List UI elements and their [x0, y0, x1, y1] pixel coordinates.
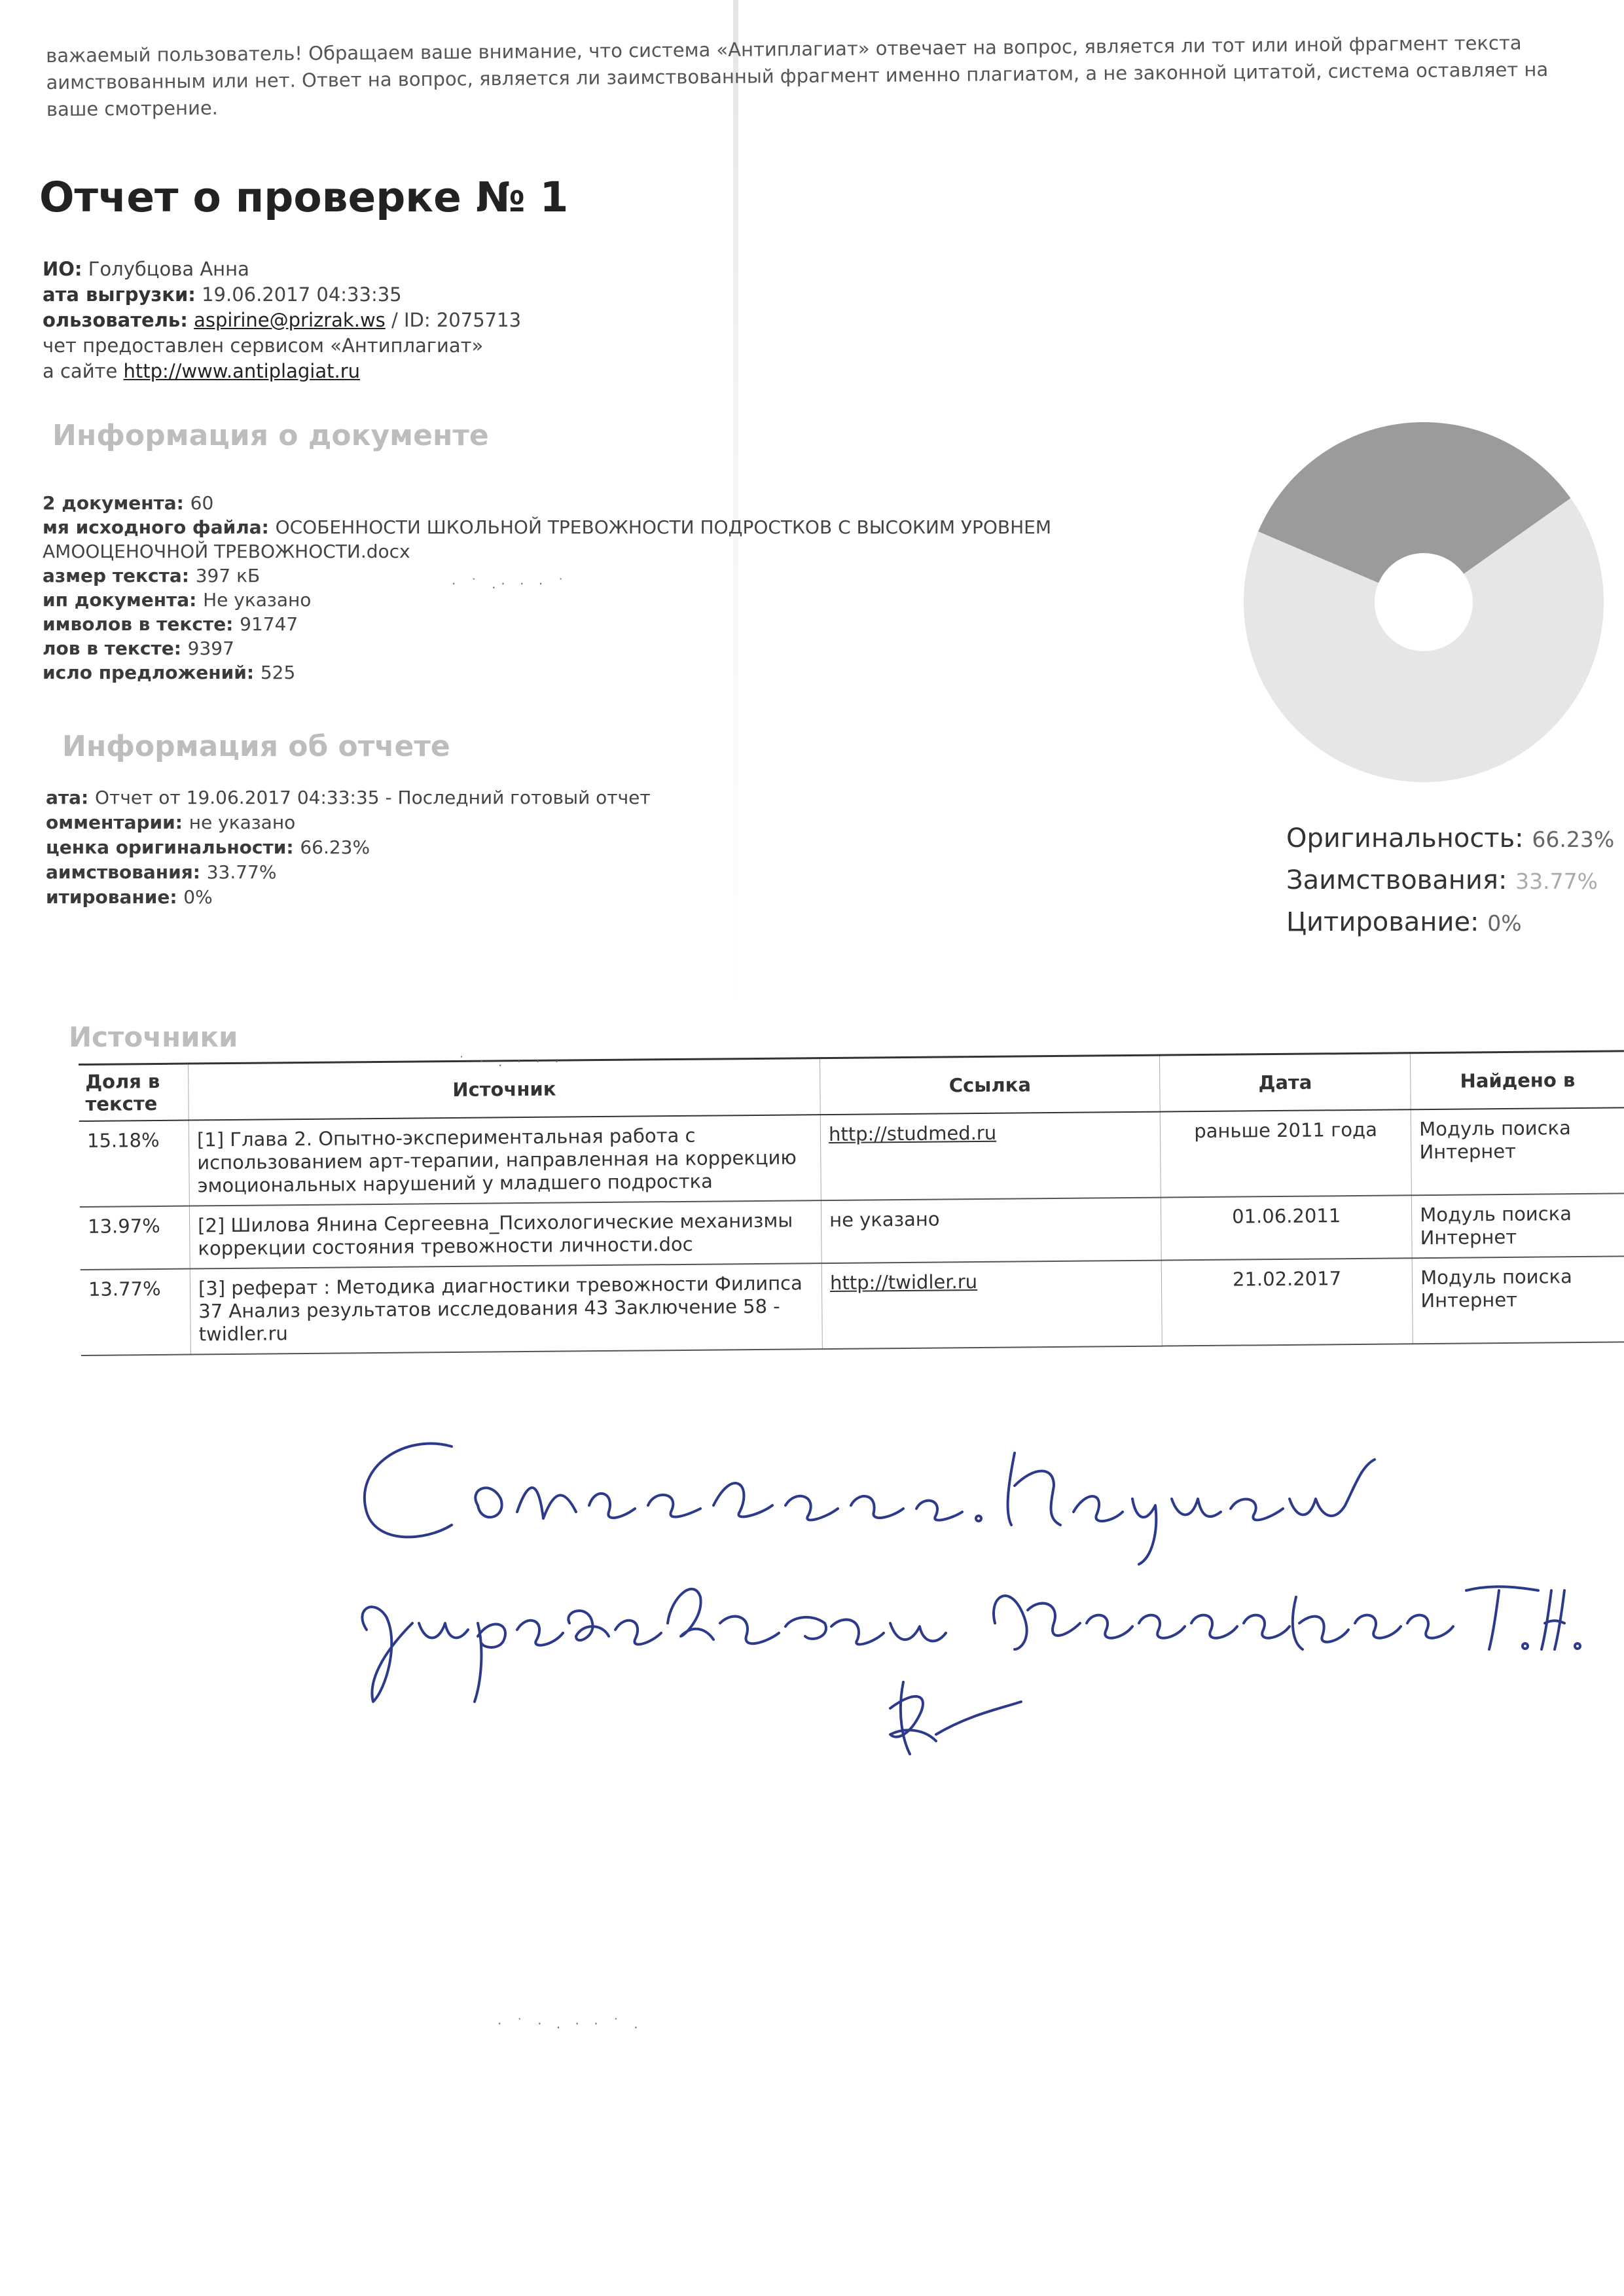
scan-specks: ˙ · . · · · [458, 1054, 564, 1069]
doc-info-row [43, 660, 1123, 685]
table-row [81, 1256, 1624, 1355]
doc-info-row [43, 515, 1123, 539]
cell-found: Модуль поиска Интернет [1411, 1107, 1624, 1195]
doc-info-row [43, 588, 1123, 612]
report-info-heading: Информация об отчете [62, 730, 450, 763]
sources-table [79, 1050, 1624, 1356]
report-info-value: 33.77% [206, 861, 277, 883]
notice-text: важаемый пользователь! Обращаем ваше внимание, что система «Антиплагиат» отвечает на вопрос, является ли тот или иной фрагмент текста аимствованным или нет. Ответ на вопрос, является ли заимствованный фрагмент именно плагиатом, а не законной цитатой, система оставляет на ваше смотрение. [46, 31, 1549, 120]
source-link[interactable]: http://twidler.ru [829, 1270, 978, 1294]
report-info-row [46, 835, 651, 860]
report-info-row [46, 860, 651, 885]
cell-date: 01.06.2011 [1161, 1195, 1412, 1260]
report-info-label: ата: [46, 787, 95, 808]
legend-item [1286, 860, 1614, 902]
legend-item [1286, 902, 1614, 944]
report-info-row [46, 885, 651, 910]
fio-label: ИО: [43, 258, 82, 280]
cell-date: раньше 2011 года [1160, 1109, 1411, 1197]
table-row [79, 1107, 1624, 1207]
report-info-value: Отчет от 19.06.2017 04:33:35 - Последний готовый отчет [94, 787, 651, 808]
cell-source: [2] Шилова Янина Сергеевна_Психологические механизмы коррекции состояния тревожности личности.doc [189, 1200, 821, 1268]
pie-hole [1375, 553, 1473, 651]
doc-info-heading: Информация о документе [52, 419, 489, 452]
date-value: 19.06.2017 04:33:35 [202, 283, 402, 306]
cell-share: 13.97% [88, 1214, 160, 1238]
cell-date: 21.02.2017 [1161, 1258, 1413, 1346]
doc-info-value: 525 [260, 662, 296, 683]
handwritten-signature [327, 1427, 1604, 1820]
user-id: / ID: 2075713 [391, 309, 522, 331]
doc-info-label: имволов в тексте: [43, 613, 240, 635]
report-info-label: итирование: [46, 886, 184, 908]
legend-label: Заимствования: [1286, 865, 1516, 895]
cell-link [821, 1261, 1162, 1350]
report-info-value: не указано [189, 812, 296, 833]
doc-info-list [43, 491, 1123, 685]
report-info-row [46, 785, 651, 810]
doc-info-value: АМООЦЕНОЧНОЙ ТРЕВОЖНОСТИ.docx [43, 541, 410, 562]
doc-info-value: 91747 [240, 613, 298, 635]
col-date: Дата [1159, 1053, 1411, 1112]
doc-info-value: 397 кБ [195, 565, 261, 586]
report-info-row [46, 810, 651, 835]
legend-item [1286, 818, 1614, 860]
report-info-value: 66.23% [300, 836, 370, 858]
report-info-value: 0% [183, 886, 213, 908]
doc-info-value: Не указано [203, 589, 312, 611]
col-source: Источник [189, 1058, 821, 1121]
cell-share: 15.18% [86, 1128, 160, 1152]
user-label: ользователь: [43, 309, 188, 331]
cell-found: Модуль поиска Интернет [1412, 1256, 1624, 1344]
cell-share: 13.77% [88, 1277, 161, 1300]
doc-info-value: 60 [190, 492, 214, 514]
doc-info-label: лов в тексте: [43, 637, 188, 659]
doc-info-value: 9397 [187, 637, 234, 659]
doc-info-label: исло предложений: [43, 662, 261, 683]
report-info-label: ценка оригинальности: [46, 836, 300, 858]
col-found: Найдено в [1411, 1051, 1624, 1109]
report-meta [43, 257, 521, 384]
report-info-list [46, 785, 651, 910]
originality-pie-chart [1240, 419, 1607, 785]
doc-info-label: 2 документа: [43, 492, 190, 514]
scan-specks: · ˙ .· · · ˙ [452, 576, 569, 592]
col-share: Доля в тексте [85, 1069, 160, 1115]
legend-label: Оригинальность: [1286, 823, 1532, 853]
scan-specks: · ˙ · . · · ˙ . [497, 2016, 643, 2032]
doc-info-row [43, 636, 1123, 660]
doc-info-row [43, 612, 1123, 636]
user-email-link[interactable]: aspirine@prizrak.ws [194, 309, 386, 331]
date-label: ата выгрузки: [43, 283, 196, 306]
source-link[interactable]: http://studmed.ru [828, 1121, 997, 1146]
site-prefix: а сайте [43, 360, 118, 382]
doc-info-row [43, 539, 1123, 564]
cell-link: не указано [821, 1198, 1161, 1264]
doc-info-value: ОСОБЕННОСТИ ШКОЛЬНОЙ ТРЕВОЖНОСТИ ПОДРОСТКОВ С ВЫСОКИМ УРОВНЕМ [275, 516, 1052, 538]
site-link[interactable]: http://www.antiplagiat.ru [123, 360, 361, 382]
doc-info-row [43, 564, 1123, 588]
legend-value: 0% [1487, 910, 1522, 936]
legend-value: 66.23% [1532, 827, 1615, 852]
page-title: Отчет о проверке № 1 [39, 173, 569, 221]
cell-source: [3] реферат : Методика диагностики тревожности Филипса 37 Анализ результатов исследования 43 Заключение 58 - twidler.ru [190, 1263, 822, 1354]
doc-info-label: азмер текста: [43, 565, 196, 586]
cell-found: Модуль поиска Интернет [1412, 1193, 1624, 1258]
sources-heading: Источники [69, 1021, 238, 1053]
legend-value: 33.77% [1515, 869, 1598, 894]
cell-source: [1] Глава 2. Опытно-экспериментальная работа с использованием арт-терапии, направленная на коррекцию эмоциональных нарушений у младшего подростка [189, 1115, 821, 1206]
doc-info-label: ип документа: [43, 589, 204, 611]
doc-info-row [43, 491, 1123, 515]
service-line: чет предоставлен сервисом «Антиплагиат» [43, 334, 484, 357]
report-info-label: аимствования: [46, 861, 207, 883]
col-link: Ссылка [820, 1055, 1160, 1115]
report-info-label: омментарии: [46, 812, 189, 833]
doc-info-label: мя исходного файла: [43, 516, 276, 538]
chart-legend [1286, 818, 1614, 944]
cell-link [820, 1112, 1161, 1201]
fio-value: Голубцова Анна [88, 258, 249, 280]
legend-label: Цитирование: [1286, 907, 1488, 937]
